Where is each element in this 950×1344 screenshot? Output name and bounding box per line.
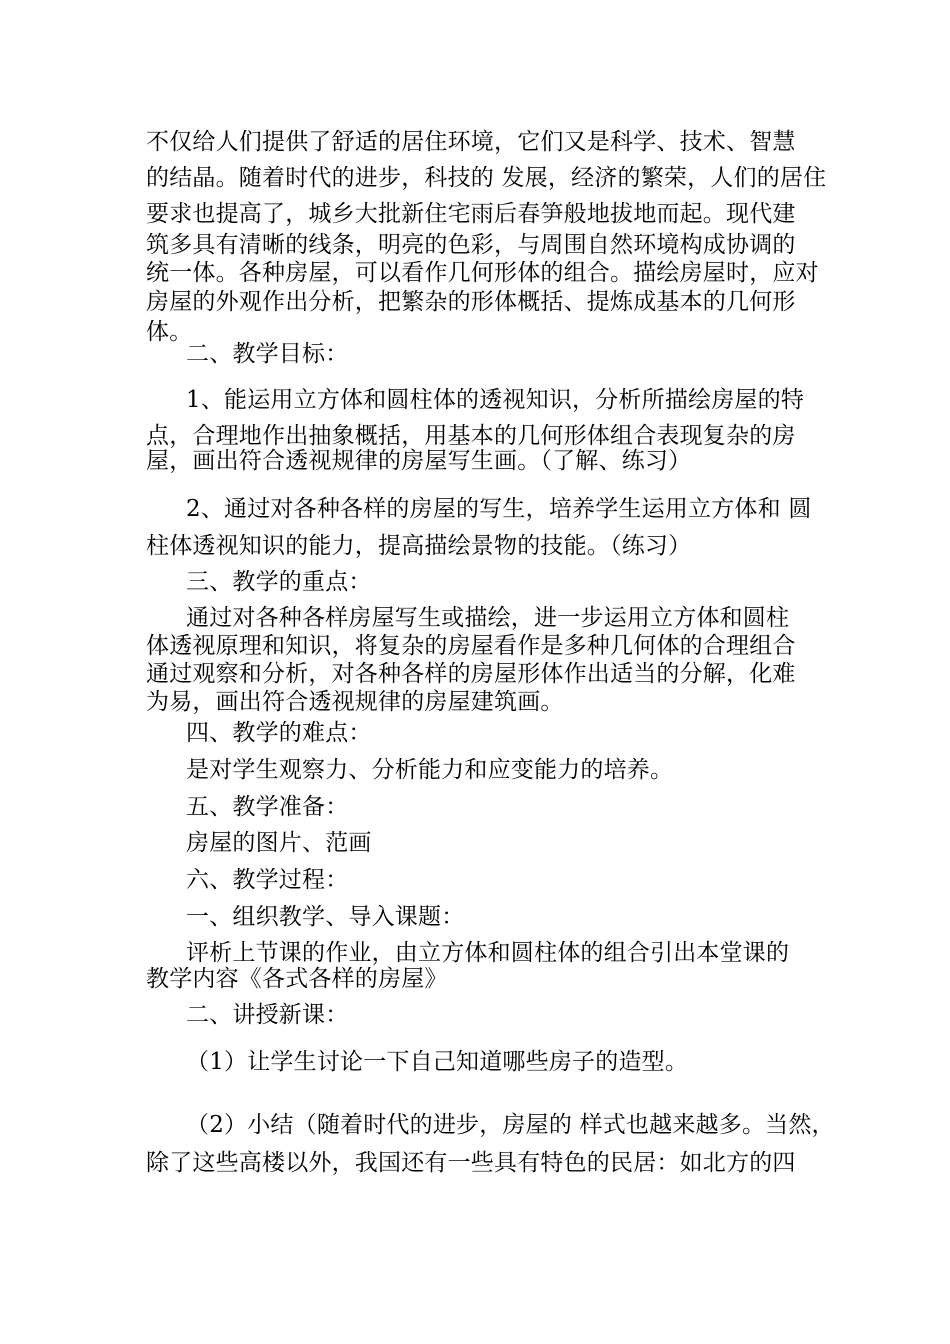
text-line: 柱体透视知识的能力，提高描绘景物的技能。（练习） [146, 533, 692, 559]
text-line: 2、通过对各种各样的房屋的写生，培养学生运用立方体和 圆 [186, 496, 812, 522]
text-line: （1）让学生讨论一下自己知道哪些房子的造型。 [186, 1049, 689, 1075]
text-line: 通过观察和分析，对各种各样的房屋形体作出适当的分解，化难 [146, 661, 796, 687]
text-line: 除了这些高楼以外，我国还有一些具有特色的民居：如北方的四 [146, 1150, 796, 1176]
section-heading: 二、讲授新课： [186, 1002, 349, 1028]
section-heading: 四、教学的难点： [186, 720, 372, 746]
text-line: 房屋的图片、范画 [186, 830, 372, 856]
text-line: （2）小结（随着时代的进步，房屋的 样式也越来越多。当然， [186, 1112, 835, 1138]
text-line: 是对学生观察力、分析能力和应变能力的培养。 [186, 757, 674, 783]
text-line: 房屋的外观作出分析，把繁杂的形体概括、提炼成基本的几何形 [146, 289, 796, 315]
text-line: 点，合理地作出抽象概括，用基本的几何形体组合表现复杂的房 [146, 423, 796, 449]
section-heading: 二、教学目标： [186, 341, 349, 367]
text-line: 的结晶。随着时代的进步，科技的 发展，经济的繁荣，人们的居住 [146, 165, 827, 191]
text-line: 不仅给人们提供了舒适的居住环境，它们又是科学、技术、智慧 [146, 129, 796, 155]
text-line: 体透视原理和知识，将复杂的房屋看作是多种几何体的合理组合 [146, 633, 796, 659]
section-heading: 五、教学准备： [186, 794, 349, 820]
text-line: 筑多具有清晰的线条，明亮的色彩，与周围自然环境构成协调的 [146, 232, 796, 258]
section-heading: 一、组织教学、导入课题： [186, 904, 465, 930]
text-line: 教学内容《各式各样的房屋》 [146, 966, 448, 992]
section-heading: 六、教学过程： [186, 867, 349, 893]
text-line: 要求也提高了，城乡大批新住宅雨后春笋般地拔地而起。现代建 [146, 201, 796, 227]
text-line: 为易，画出符合透视规律的房屋建筑画。 [146, 689, 564, 715]
text-line: 1、能运用立方体和圆柱体的透视知识，分析所描绘房屋的特 [186, 387, 805, 413]
text-line: 评析上节课的作业，由立方体和圆柱体的组合引出本堂课的 [186, 940, 790, 966]
text-line: 屋，画出符合透视规律的房屋写生画。（了解、练习） [146, 448, 692, 474]
text-line: 统一体。各种房屋，可以看作几何形体的组合。描绘房屋时，应对 [146, 260, 819, 286]
text-line: 通过对各种各样房屋写生或描绘，进一步运用立方体和圆柱 [186, 605, 790, 631]
section-heading: 三、教学的重点： [186, 569, 372, 595]
text-line: 体。 [146, 319, 193, 345]
